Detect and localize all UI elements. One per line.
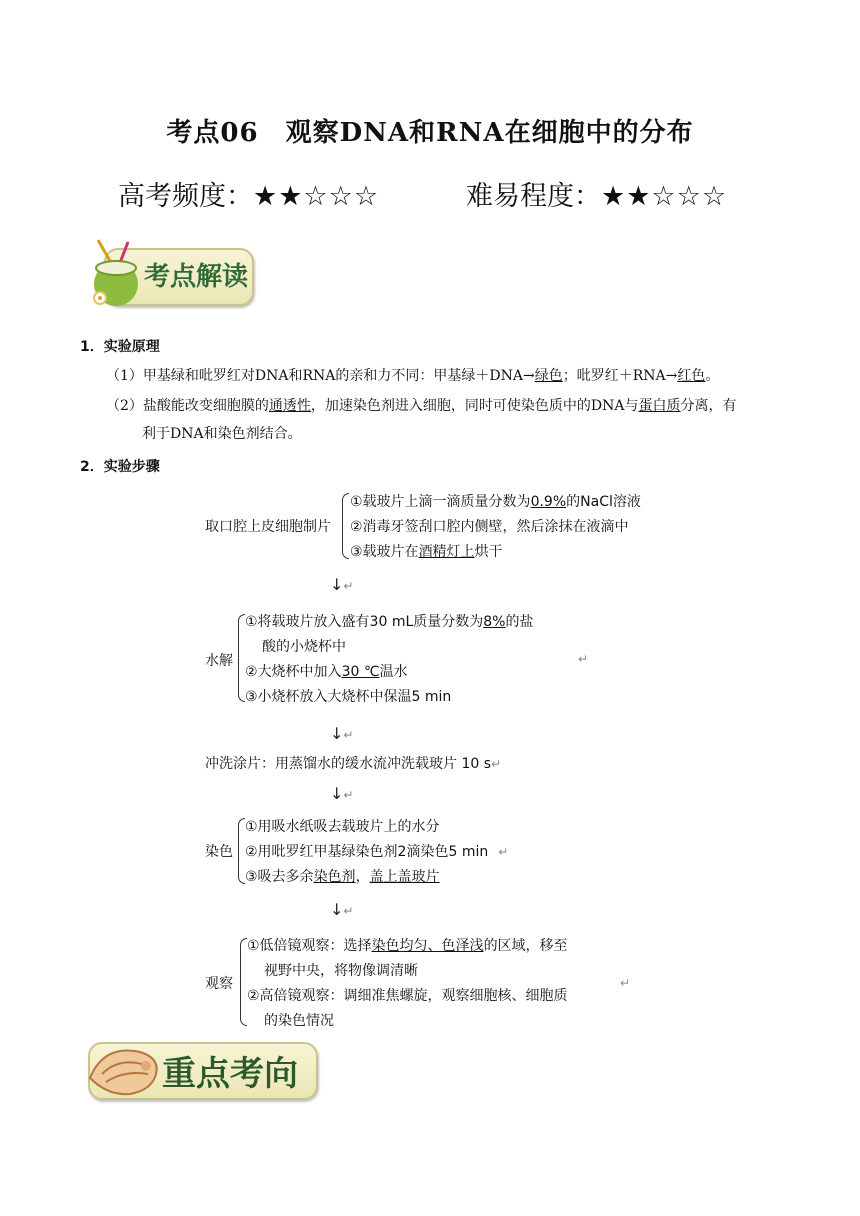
step3-label [205,753,501,773]
frequency-stars: ★★☆☆☆ [253,181,380,212]
text-run: 温水 [379,664,408,680]
page-title: 考点06 观察DNA和RNA在细胞中的分布 [166,118,694,148]
difficulty-label: 难易程度： [466,181,601,212]
underlined-term: 酒精灯上 [418,544,475,560]
step1-line3 [350,541,503,561]
text-run: ， [355,869,370,885]
down-arrow-icon: ↓ [330,784,344,803]
section-heading-steps: 2．实验步骤 [80,459,160,475]
underlined-term: 盖上盖玻片 [369,869,440,885]
text-run: 的盐 [505,614,534,630]
underlined-term: 蛋白质 [638,398,681,414]
text-run: ③载玻片在 [350,544,419,560]
return-mark-icon: ↵ [578,652,589,666]
text-run: ②用吡罗红甲基绿染色剂2滴染色5 min [245,844,489,860]
return-mark-icon: ↵ [491,757,502,771]
return-mark-icon: ↵ [343,579,354,593]
text-run: 冲洗涂片：用蒸馏水的缓水流冲洗载玻片 10 s [205,756,492,772]
text-run: 。 [705,368,720,384]
return-mark-icon: ↵ [620,976,631,990]
step1-line2: ②消毒牙签刮口腔内侧壁，然后涂抹在液滴中 [350,519,629,535]
principle-paragraph-2 [106,392,737,420]
return-mark-icon: ↵ [343,904,354,918]
step1-label: 取口腔上皮细胞制片 [205,519,331,535]
text-run: 的区域，移至 [483,938,568,954]
banner-key-points [84,238,254,308]
step2-line1 [245,611,533,631]
exam-frequency [118,174,379,213]
text-run: ③吸去多余 [245,869,314,885]
text-run: ①低倍镜观察：选择 [247,938,372,954]
down-arrow-icon: ↓ [330,724,344,743]
step4-label: 染色 [205,844,233,860]
step5-line4: 的染色情况 [264,1013,334,1029]
principle-paragraph-3: 利于DNA和染色剂结合。 [142,426,302,442]
step2-line2: 酸的小烧杯中 [262,639,346,655]
step5-label: 观察 [205,976,233,992]
text-run: 的NaCl溶液 [566,494,641,510]
difficulty-stars: ★★☆☆☆ [601,181,728,212]
underlined-term: 8% [483,614,506,630]
banner-key-directions-text: 重点考向 [162,1054,298,1094]
text-run: 烘干 [474,544,503,560]
text-run: （2）盐酸能改变细胞膜的 [106,398,269,414]
conch-shell-icon [84,1038,164,1102]
underlined-term: 30 ℃ [341,664,380,680]
underlined-term: 0.9% [530,494,567,510]
step5-brace [240,938,247,1026]
step4-line3 [245,866,440,886]
text-run: ，加速染色剂进入细胞，同时可使染色质中的DNA与 [310,398,639,414]
step5-line3: ②高倍镜观察：调细准焦螺旋，观察细胞核、细胞质 [247,988,568,1004]
text-run: ②大烧杯中加入 [245,664,342,680]
underlined-term: 通透性 [268,398,311,414]
step1-line1 [350,491,641,511]
text-run: 分离，有 [680,398,737,414]
step4-line2 [245,841,508,861]
text-run: ①将载玻片放入盛有30 mL质量分数为 [245,614,484,630]
return-mark-icon: ↵ [498,845,509,859]
difficulty-level [466,174,727,213]
step4-line1: ①用吸水纸吸去载玻片上的水分 [245,819,440,835]
return-mark-icon: ↵ [343,728,354,742]
section-heading-principle: 1．实验原理 [80,339,160,355]
banner-key-directions [80,1034,320,1104]
text-run: ①载玻片上滴一滴质量分数为 [350,494,531,510]
arrow-row [330,575,353,594]
return-mark-icon: ↵ [343,788,354,802]
arrow-row [330,900,353,919]
text-run: ；吡罗红＋RNA→ [562,368,678,384]
underlined-term: 绿色 [534,368,563,384]
underlined-term: 红色 [677,368,706,384]
step4-brace [238,818,245,884]
down-arrow-icon: ↓ [330,900,344,919]
step2-brace [238,614,245,702]
step5-line2: 视野中央，将物像调清晰 [264,963,418,979]
step2-label: 水解 [205,653,233,669]
arrow-row [330,724,353,743]
text-run: （1）甲基绿和吡罗红对DNA和RNA的亲和力不同：甲基绿＋DNA→ [106,368,535,384]
principle-paragraph-1 [106,362,719,390]
step5-line1 [247,935,568,955]
down-arrow-icon: ↓ [330,575,344,594]
step1-brace [342,493,349,559]
arrow-row [330,784,353,803]
frequency-label: 高考频度： [118,181,253,212]
underlined-term: 染色剂 [313,869,356,885]
step2-line3 [245,661,408,681]
underlined-term: 染色均匀、色泽浅 [371,938,484,954]
banner-key-points-text: 考点解读 [144,262,249,292]
step2-line4: ③小烧杯放入大烧杯中保温5 min [245,689,452,705]
